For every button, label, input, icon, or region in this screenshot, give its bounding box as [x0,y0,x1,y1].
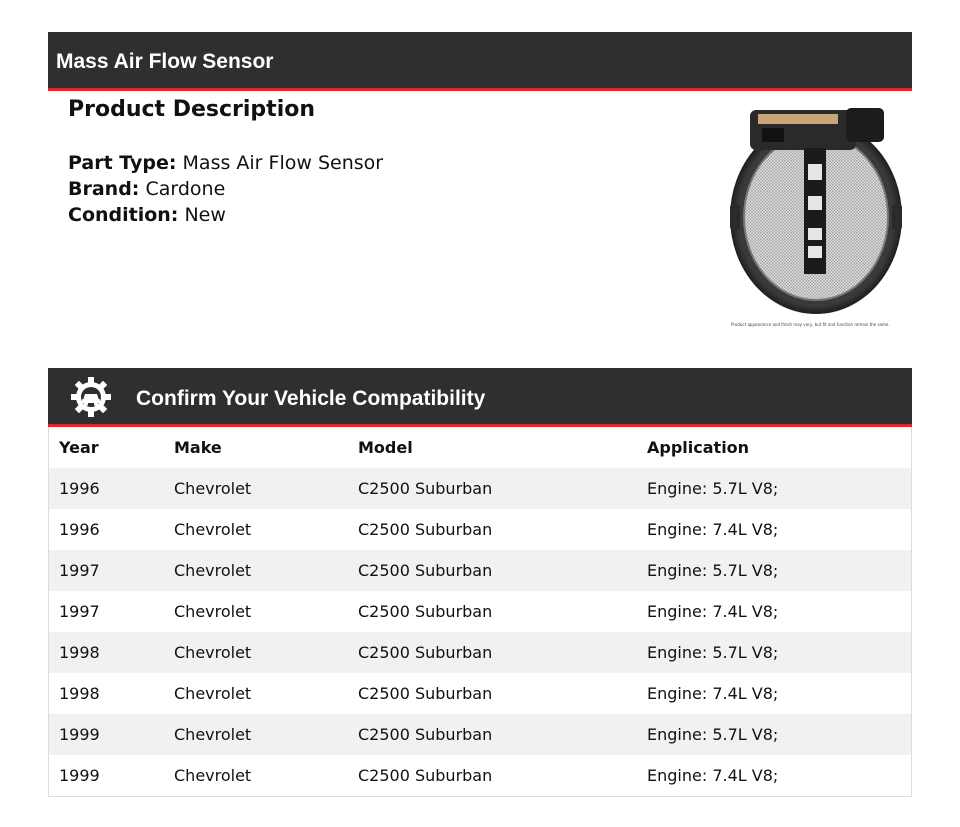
spec-brand [68,178,225,200]
table-row [49,591,911,632]
table-row [49,468,911,509]
cell-year: 1997 [59,602,100,621]
cell-year: 1996 [59,479,100,498]
cell-application: Engine: 7.4L V8; [647,766,779,785]
spec-part-type [68,152,383,174]
product-image [728,104,908,334]
column-header-make: Make [174,438,222,457]
column-header-model: Model [358,438,413,457]
cell-make: Chevrolet [174,479,252,498]
spec-label: Condition: [68,204,179,226]
cell-model: C2500 Suburban [358,725,493,744]
cell-model: C2500 Suburban [358,479,493,498]
product-description-title: Product Description [68,97,316,122]
cell-application: Engine: 5.7L V8; [647,725,779,744]
cell-application: Engine: 5.7L V8; [647,479,779,498]
table-row [49,509,911,550]
product-header-title: Mass Air Flow Sensor [56,50,274,73]
spec-label: Part Type: [68,152,177,174]
spec-value: Mass Air Flow Sensor [182,152,384,174]
product-header-bar [48,32,912,91]
cell-year: 1998 [59,643,100,662]
compatibility-table [48,427,912,797]
cell-make: Chevrolet [174,684,252,703]
image-disclaimer: Product appearance and finish may vary, but fit and function remain the same. [731,322,890,327]
cell-model: C2500 Suburban [358,602,493,621]
cell-application: Engine: 7.4L V8; [647,520,779,539]
spec-condition [68,204,226,226]
cell-make: Chevrolet [174,725,252,744]
cell-model: C2500 Suburban [358,643,493,662]
table-row [49,550,911,591]
cell-year: 1999 [59,766,100,785]
cell-make: Chevrolet [174,561,252,580]
table-row [49,632,911,673]
cell-application: Engine: 5.7L V8; [647,643,779,662]
cell-year: 1996 [59,520,100,539]
spec-label: Brand: [68,178,140,200]
spec-value: New [184,204,226,226]
cell-model: C2500 Suburban [358,561,493,580]
compatibility-header-bar [48,368,912,427]
cell-year: 1999 [59,725,100,744]
cell-model: C2500 Suburban [358,766,493,785]
table-header-row [49,427,911,468]
spec-value: Cardone [145,178,226,200]
gear-car-icon [70,376,112,418]
cell-model: C2500 Suburban [358,520,493,539]
cell-year: 1998 [59,684,100,703]
compatibility-header-title: Confirm Your Vehicle Compatibility [136,387,486,410]
cell-make: Chevrolet [174,643,252,662]
cell-application: Engine: 5.7L V8; [647,561,779,580]
cell-make: Chevrolet [174,766,252,785]
cell-year: 1997 [59,561,100,580]
cell-application: Engine: 7.4L V8; [647,602,779,621]
cell-application: Engine: 7.4L V8; [647,684,779,703]
cell-make: Chevrolet [174,602,252,621]
column-header-year: Year [59,438,99,457]
table-row [49,755,911,796]
column-header-application: Application [647,438,750,457]
table-row [49,673,911,714]
cell-make: Chevrolet [174,520,252,539]
table-row [49,714,911,755]
cell-model: C2500 Suburban [358,684,493,703]
